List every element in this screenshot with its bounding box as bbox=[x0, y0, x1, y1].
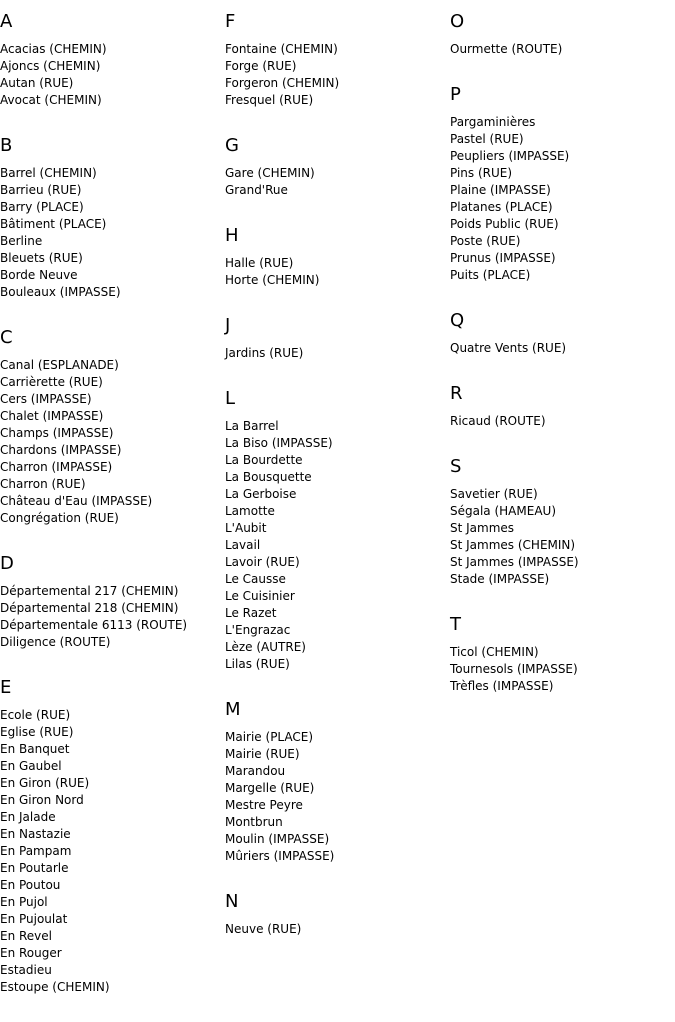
street-entry: En Rouger bbox=[0, 946, 62, 960]
street-entry: Montbrun bbox=[225, 815, 283, 829]
letter-section-j bbox=[225, 315, 445, 362]
street-entry: Savetier (RUE) bbox=[450, 487, 538, 501]
street-entry: Peupliers (IMPASSE) bbox=[450, 149, 570, 163]
letter-section-f bbox=[225, 11, 445, 109]
street-entry: Départemental 217 (CHEMIN) bbox=[0, 584, 179, 598]
street-entry: Le Razet bbox=[225, 606, 277, 620]
street-entry: Chalet (IMPASSE) bbox=[0, 409, 104, 423]
letter-section-o bbox=[450, 11, 670, 58]
street-entry: Pins (RUE) bbox=[450, 166, 513, 180]
street-entry: En Gaubel bbox=[0, 759, 62, 773]
street-entry: Estadieu bbox=[0, 963, 52, 977]
street-entry: Lavoir (RUE) bbox=[225, 555, 300, 569]
street-entry: Platanes (PLACE) bbox=[450, 200, 553, 214]
street-entry: St Jammes (CHEMIN) bbox=[450, 538, 576, 552]
street-entry: Fresquel (RUE) bbox=[225, 93, 314, 107]
street-index-column bbox=[0, 11, 220, 1022]
letter-heading: R bbox=[450, 383, 463, 404]
street-entry: En Pujoulat bbox=[0, 912, 68, 926]
street-entry: Congrégation (RUE) bbox=[0, 511, 119, 525]
street-entry: Canal (ESPLANADE) bbox=[0, 358, 119, 372]
letter-section-q bbox=[450, 310, 670, 357]
street-entry: Poids Public (RUE) bbox=[450, 217, 559, 231]
street-entry: Château d'Eau (IMPASSE) bbox=[0, 494, 153, 508]
street-entry: Ségala (HAMEAU) bbox=[450, 504, 556, 518]
street-entry: Ecole (RUE) bbox=[0, 708, 71, 722]
letter-heading: D bbox=[0, 553, 14, 574]
street-entry: En Jalade bbox=[0, 810, 56, 824]
street-entry: Diligence (ROUTE) bbox=[0, 635, 111, 649]
street-entry: La Bousquette bbox=[225, 470, 312, 484]
street-entry: Ourmette (ROUTE) bbox=[450, 42, 563, 56]
street-entry: Autan (RUE) bbox=[0, 76, 74, 90]
street-entry: Barrel (CHEMIN) bbox=[0, 166, 97, 180]
street-entry: La Bourdette bbox=[225, 453, 303, 467]
street-entry: Forgeron (CHEMIN) bbox=[225, 76, 340, 90]
street-entry: Charron (RUE) bbox=[0, 477, 86, 491]
letter-heading: E bbox=[0, 677, 12, 698]
street-entry: Trèfles (IMPASSE) bbox=[450, 679, 554, 693]
street-entry: Départementale 6113 (ROUTE) bbox=[0, 618, 188, 632]
street-entry: Bleuets (RUE) bbox=[0, 251, 83, 265]
street-entry: En Giron (RUE) bbox=[0, 776, 90, 790]
street-entry: Lèze (AUTRE) bbox=[225, 640, 306, 654]
letter-section-g bbox=[225, 135, 445, 199]
letter-heading: H bbox=[225, 225, 239, 246]
street-entry: En Pujol bbox=[0, 895, 48, 909]
street-entry: Le Cuisinier bbox=[225, 589, 295, 603]
letter-heading: P bbox=[450, 84, 461, 105]
street-entry: Lavail bbox=[225, 538, 261, 552]
street-entry: Grand'Rue bbox=[225, 183, 288, 197]
street-entry: Mestre Peyre bbox=[225, 798, 303, 812]
street-entry: Berline bbox=[0, 234, 43, 248]
letter-heading: C bbox=[0, 327, 13, 348]
street-entry: Tournesols (IMPASSE) bbox=[450, 662, 578, 676]
street-entry: Champs (IMPASSE) bbox=[0, 426, 114, 440]
street-entry: Bâtiment (PLACE) bbox=[0, 217, 107, 231]
letter-section-d bbox=[0, 553, 220, 651]
letter-heading: T bbox=[450, 614, 461, 635]
street-entry: Mairie (RUE) bbox=[225, 747, 300, 761]
letter-section-e bbox=[0, 677, 220, 996]
street-entry: Départemental 218 (CHEMIN) bbox=[0, 601, 179, 615]
street-entry: Moulin (IMPASSE) bbox=[225, 832, 330, 846]
street-entry: Jardins (RUE) bbox=[225, 346, 304, 360]
street-entry: En Nastazie bbox=[0, 827, 71, 841]
street-entry: Fontaine (CHEMIN) bbox=[225, 42, 338, 56]
street-entry: Ricaud (ROUTE) bbox=[450, 414, 546, 428]
street-entry: Acacias (CHEMIN) bbox=[0, 42, 107, 56]
street-entry: Pargaminières bbox=[450, 115, 536, 129]
street-entry: L'Engrazac bbox=[225, 623, 291, 637]
street-entry: Barrieu (RUE) bbox=[0, 183, 82, 197]
street-entry: Ticol (CHEMIN) bbox=[450, 645, 539, 659]
street-entry: La Barrel bbox=[225, 419, 279, 433]
letter-section-p bbox=[450, 84, 670, 284]
street-entry: Charron (IMPASSE) bbox=[0, 460, 113, 474]
letter-heading: S bbox=[450, 456, 462, 477]
street-entry: Quatre Vents (RUE) bbox=[450, 341, 567, 355]
street-entry: Pastel (RUE) bbox=[450, 132, 524, 146]
street-entry: Forge (RUE) bbox=[225, 59, 297, 73]
street-entry: Neuve (RUE) bbox=[225, 922, 302, 936]
letter-section-l bbox=[225, 388, 445, 673]
street-entry: En Pampam bbox=[0, 844, 72, 858]
street-entry: Avocat (CHEMIN) bbox=[0, 93, 102, 107]
letter-heading: M bbox=[225, 699, 241, 720]
street-entry: Barry (PLACE) bbox=[0, 200, 84, 214]
street-entry: St Jammes bbox=[450, 521, 515, 535]
street-entry: En Banquet bbox=[0, 742, 70, 756]
street-entry: L'Aubit bbox=[225, 521, 267, 535]
letter-heading: J bbox=[225, 315, 231, 336]
street-entry: Poste (RUE) bbox=[450, 234, 521, 248]
letter-heading: A bbox=[0, 11, 13, 32]
letter-section-t bbox=[450, 614, 670, 695]
letter-section-a bbox=[0, 11, 220, 109]
street-entry: Lilas (RUE) bbox=[225, 657, 290, 671]
letter-heading: L bbox=[225, 388, 236, 409]
street-entry: En Poutarle bbox=[0, 861, 69, 875]
letter-heading: F bbox=[225, 11, 236, 32]
street-entry: Gare (CHEMIN) bbox=[225, 166, 315, 180]
street-index-column bbox=[225, 11, 445, 964]
letter-section-s bbox=[450, 456, 670, 588]
street-entry: Borde Neuve bbox=[0, 268, 78, 282]
street-entry: Lamotte bbox=[225, 504, 275, 518]
letter-heading: O bbox=[450, 11, 465, 32]
street-entry: La Biso (IMPASSE) bbox=[225, 436, 333, 450]
street-entry: Le Causse bbox=[225, 572, 286, 586]
street-entry: Ajoncs (CHEMIN) bbox=[0, 59, 101, 73]
street-entry: Bouleaux (IMPASSE) bbox=[0, 285, 121, 299]
street-index-column bbox=[450, 11, 670, 721]
street-entry: Stade (IMPASSE) bbox=[450, 572, 550, 586]
letter-section-r bbox=[450, 383, 670, 430]
letter-section-b bbox=[0, 135, 220, 301]
street-entry: Prunus (IMPASSE) bbox=[450, 251, 556, 265]
street-entry: Margelle (RUE) bbox=[225, 781, 315, 795]
letter-heading: Q bbox=[450, 310, 465, 331]
street-entry: Puits (PLACE) bbox=[450, 268, 531, 282]
letter-section-m bbox=[225, 699, 445, 865]
letter-section-h bbox=[225, 225, 445, 289]
street-entry: Chardons (IMPASSE) bbox=[0, 443, 122, 457]
letter-section-n bbox=[225, 891, 445, 938]
street-entry: Horte (CHEMIN) bbox=[225, 273, 320, 287]
street-entry: En Poutou bbox=[0, 878, 61, 892]
street-entry: Plaine (IMPASSE) bbox=[450, 183, 551, 197]
letter-heading: B bbox=[0, 135, 13, 156]
street-entry: Eglise (RUE) bbox=[0, 725, 74, 739]
letter-heading: G bbox=[225, 135, 239, 156]
street-entry: Halle (RUE) bbox=[225, 256, 294, 270]
street-entry: Mairie (PLACE) bbox=[225, 730, 314, 744]
street-entry: Estoupe (CHEMIN) bbox=[0, 980, 110, 994]
street-entry: Marandou bbox=[225, 764, 286, 778]
street-entry: En Revel bbox=[0, 929, 53, 943]
letter-section-c bbox=[0, 327, 220, 527]
street-entry: En Giron Nord bbox=[0, 793, 84, 807]
street-entry: La Gerboise bbox=[225, 487, 297, 501]
street-entry: St Jammes (IMPASSE) bbox=[450, 555, 579, 569]
street-entry: Carrièrette (RUE) bbox=[0, 375, 103, 389]
street-entry: Mûriers (IMPASSE) bbox=[225, 849, 335, 863]
street-entry: Cers (IMPASSE) bbox=[0, 392, 92, 406]
letter-heading: N bbox=[225, 891, 239, 912]
